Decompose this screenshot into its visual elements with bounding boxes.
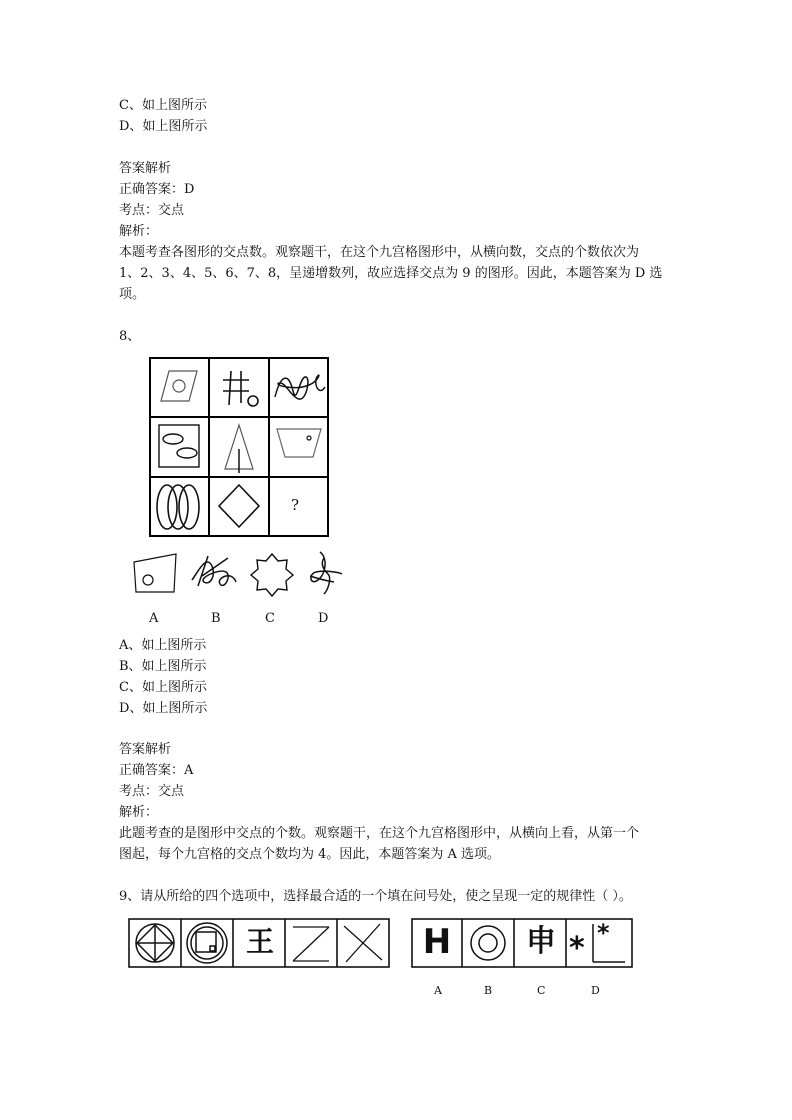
q8-label-d: D bbox=[318, 611, 329, 626]
q8-label-a: A bbox=[149, 611, 159, 626]
q7-analysis-line2: 1、2、3、4、5、6、7、8，呈递增数列，故应选择交点为 9 的图形。因此，本题答案为 D 选 bbox=[119, 266, 663, 281]
q8-cell-jing bbox=[223, 371, 258, 406]
q8-cell-diamond bbox=[219, 485, 259, 527]
q8-option-c: C、如上图所示 bbox=[119, 680, 207, 695]
q8-figure-c bbox=[251, 554, 293, 596]
q9-stem-wang: 王 bbox=[245, 925, 274, 958]
q8-analysis-line2: 图起，每个九宫格的交点个数均为 4。因此，本题答案为 A 选项。 bbox=[119, 847, 501, 862]
q8-analysis-heading: 答案解析 bbox=[119, 742, 172, 757]
q9-stem-circle-square bbox=[187, 923, 227, 963]
q9-stem-z-shape bbox=[293, 927, 329, 961]
q7-analysis-line1: 本题考查各图形的交点数。观察题干，在这个九宫格图形中，从横向数，交点的个数依次为 bbox=[119, 245, 640, 260]
q9-option-d-star-left: * bbox=[569, 931, 585, 966]
q8-analysis-label: 解析： bbox=[119, 805, 159, 820]
q7-option-d: D、如上图所示 bbox=[119, 119, 208, 134]
q8-option-figures bbox=[128, 550, 358, 600]
q9-label-b: B bbox=[484, 984, 493, 997]
q8-cell-scribble bbox=[275, 375, 325, 399]
q7-topic: 考点：交点 bbox=[119, 203, 185, 218]
q8-label-c: C bbox=[265, 611, 275, 626]
q8-cell-triangle bbox=[225, 425, 253, 473]
q8-option-b: B、如上图所示 bbox=[119, 659, 207, 674]
q8-question-mark: ? bbox=[291, 496, 300, 514]
q8-answer: 正确答案：A bbox=[119, 763, 194, 778]
q9-stem-circle-diamond bbox=[136, 924, 174, 962]
q9-label-a: A bbox=[434, 984, 442, 997]
q8-number: 8、 bbox=[119, 329, 141, 344]
q8-label-b: B bbox=[211, 611, 221, 626]
q9-option-c-shen: 申 bbox=[526, 924, 556, 959]
q9-question: 9、请从所给的四个选项中，选择最合适的一个填在问号处，使之呈现一定的规律性（ ）。 bbox=[119, 889, 632, 904]
q8-figure-a bbox=[134, 554, 176, 592]
q8-figure-d bbox=[310, 552, 342, 594]
q8-cell-trapezoid bbox=[277, 429, 321, 457]
q7-option-c: C、如上图所示 bbox=[119, 98, 207, 113]
q9-label-c: C bbox=[537, 984, 546, 997]
q8-cell-three-ellipses bbox=[157, 485, 199, 529]
q8-cell-square-ellipses bbox=[159, 425, 199, 467]
q7-answer: 正确答案：D bbox=[119, 182, 195, 197]
q8-analysis-line1: 此题考查的是图形中交点的个数。观察题干，在这个九宫格图形中，从横向上看，从第一个 bbox=[119, 826, 640, 841]
q7-analysis-label: 解析： bbox=[119, 224, 159, 239]
q8-option-d: D、如上图所示 bbox=[119, 701, 208, 716]
q9-option-b-circles bbox=[471, 926, 505, 960]
q7-analysis-line3: 项。 bbox=[119, 287, 146, 302]
q9-option-d-star-right: * bbox=[597, 919, 610, 947]
q9-label-d: D bbox=[591, 984, 600, 997]
q9-option-a-h: H bbox=[422, 922, 452, 962]
q8-figure-b bbox=[192, 556, 236, 586]
q9-stem-x-shape bbox=[344, 924, 382, 962]
q8-nine-grid bbox=[149, 357, 329, 537]
q8-cell-parallelogram bbox=[161, 371, 197, 401]
q7-analysis-heading: 答案解析 bbox=[119, 161, 172, 176]
q8-topic: 考点：交点 bbox=[119, 784, 185, 799]
q8-option-a: A、如上图所示 bbox=[119, 638, 207, 653]
